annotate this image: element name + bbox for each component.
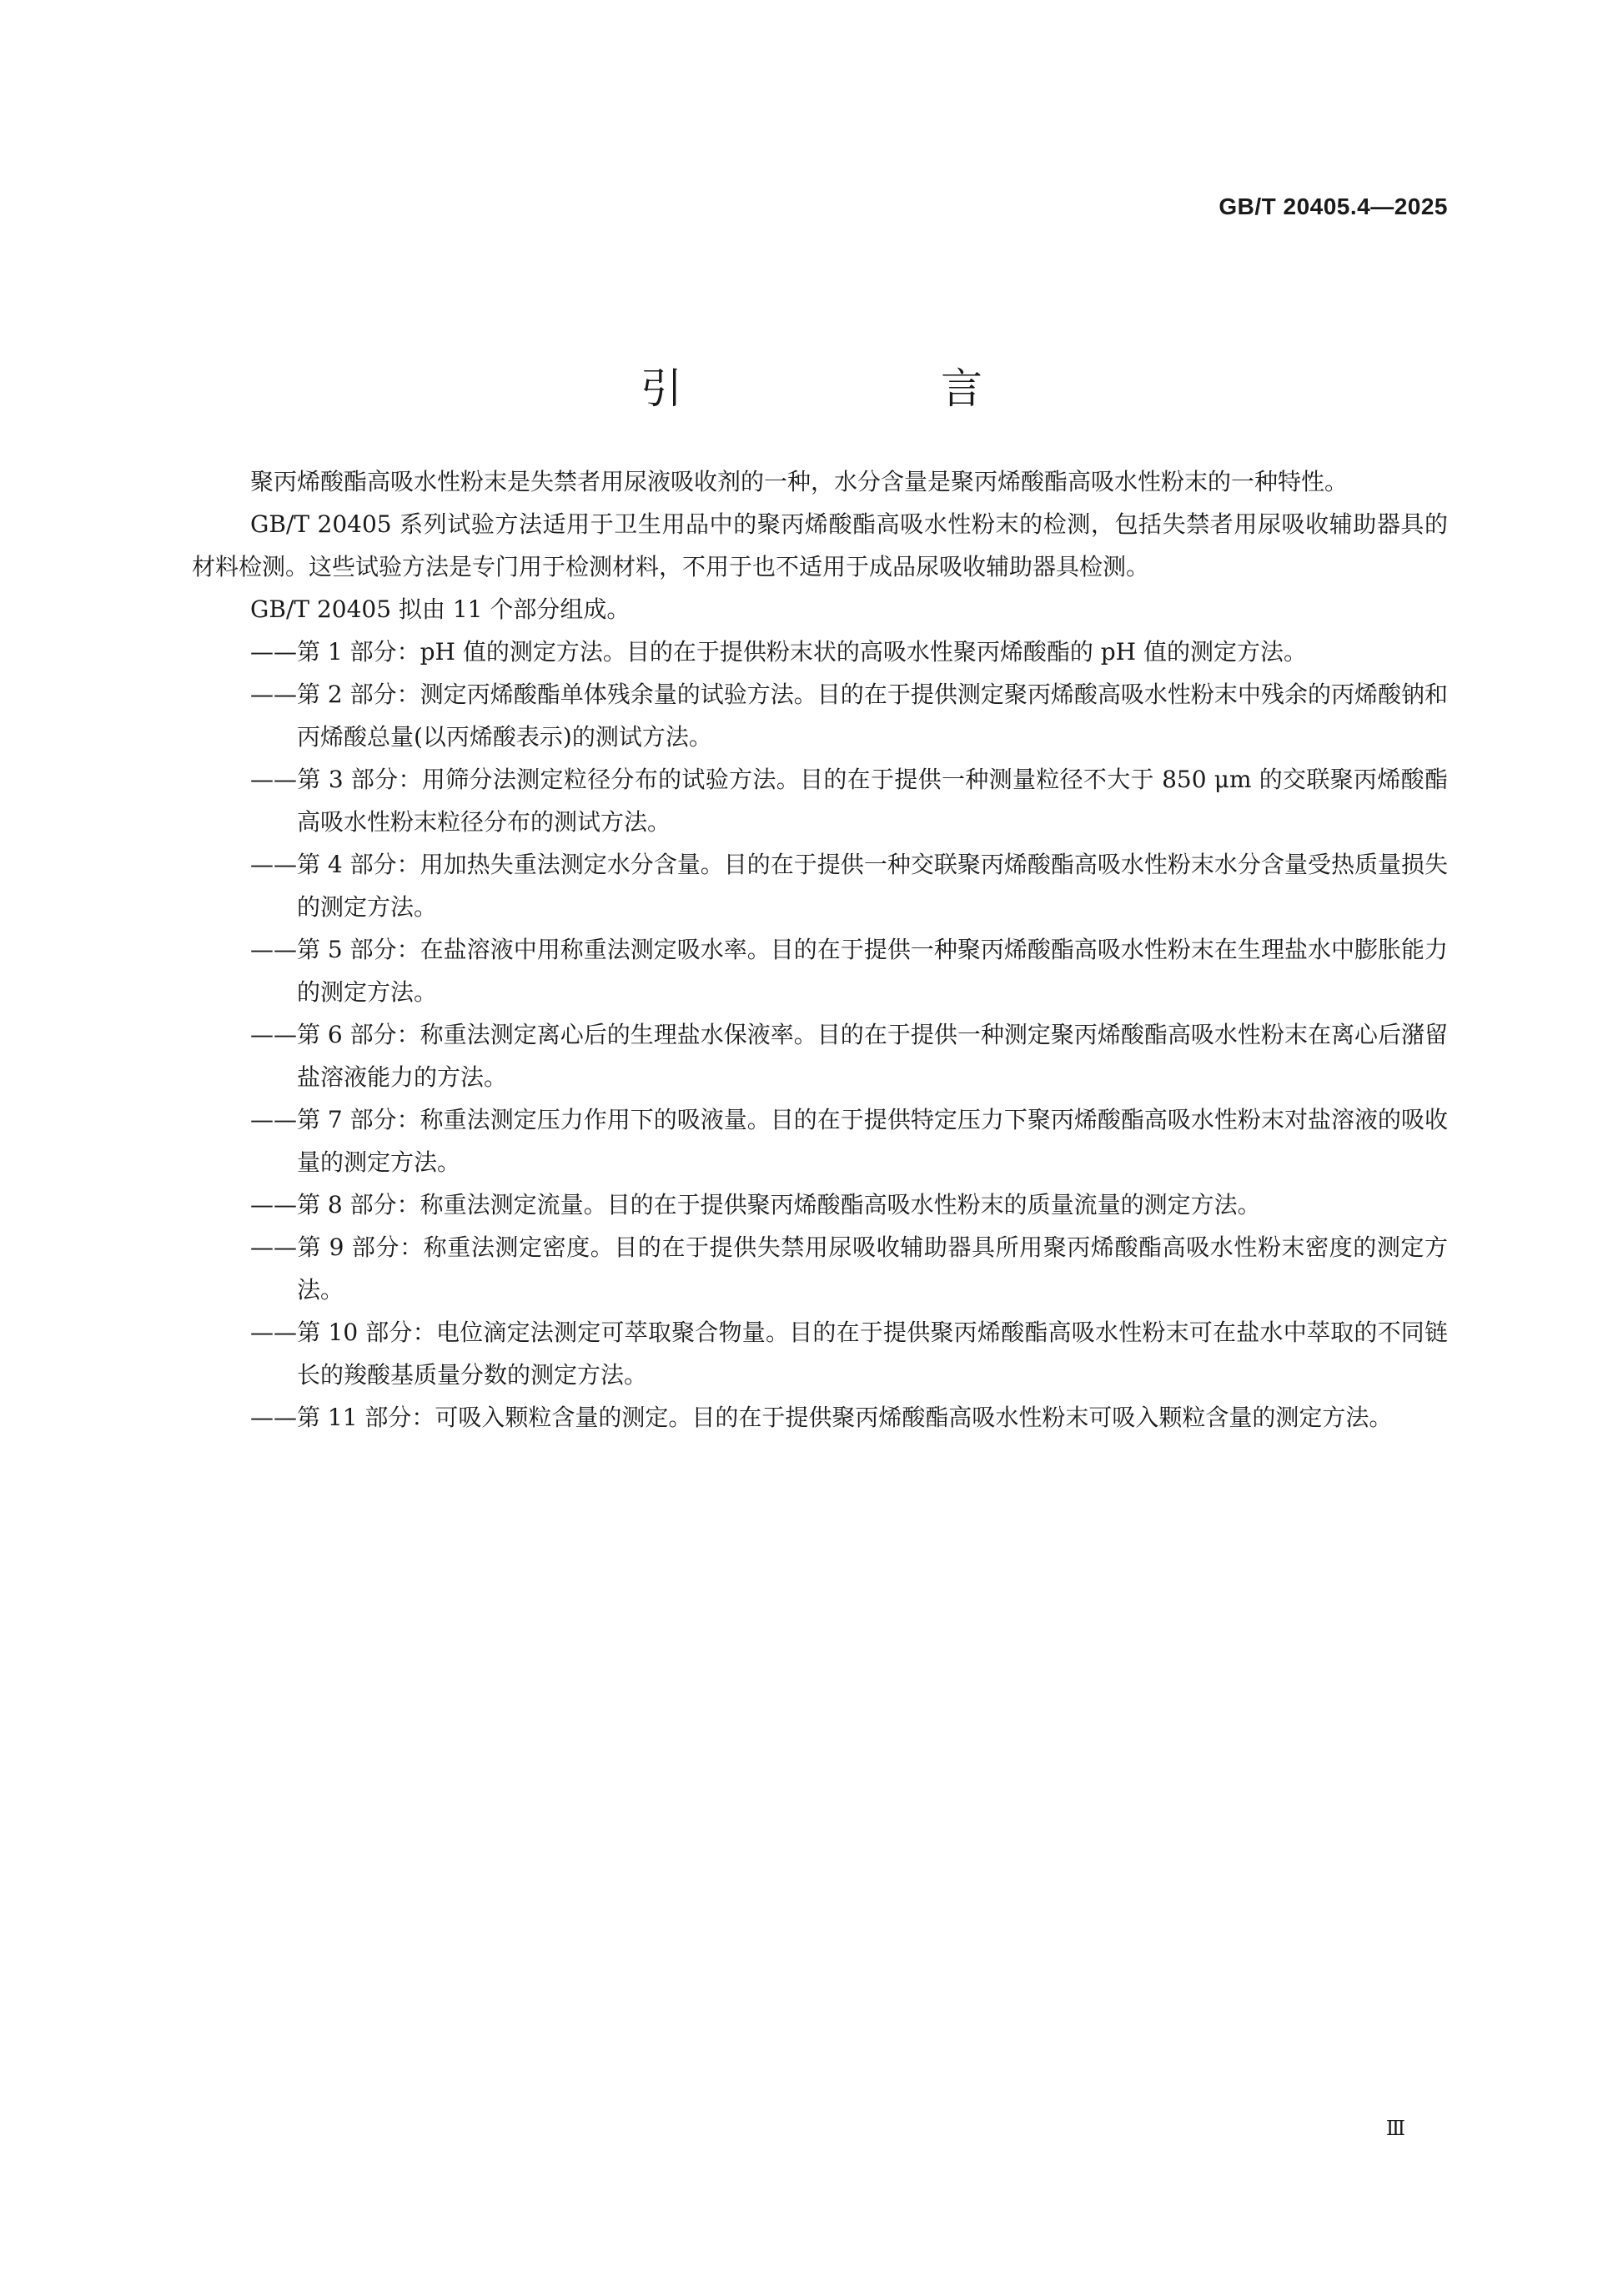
part-item-11: ——第 11 部分：可吸入颗粒含量的测定。目的在于提供聚丙烯酸酯高吸水性粉末可吸入颗粒含量的测定方法。 (250, 1404, 1393, 1431)
part-item-9: ——第 9 部分：称重法测定密度。目的在于提供失禁用尿吸收辅助器具所用聚丙烯酸酯高吸水性粉末密度的测定方法。 (250, 1233, 1448, 1304)
part-item-1: ——第 1 部分：pH 值的测定方法。目的在于提供粉末状的高吸水性聚丙烯酸酯的 pH 值的测定方法。 (250, 638, 1308, 666)
parts-overview-paragraph: GB/T 20405 拟由 11 个部分组成。 (250, 595, 631, 623)
intro-paragraph: 聚丙烯酸酯高吸水性粉末是失禁者用尿液吸收剂的一种，水分含量是聚丙烯酸酯高吸水性粉末的一种特性。 (250, 468, 1349, 495)
standard-code: GB/T 20405.4—2025 (1219, 193, 1448, 219)
introduction-body (192, 460, 1448, 1439)
part-item-8: ——第 8 部分：称重法测定流量。目的在于提供聚丙烯酸酯高吸水性粉末的质量流量的测定方法。 (250, 1191, 1261, 1218)
part-item-3: ——第 3 部分：用筛分法测定粒径分布的试验方法。目的在于提供一种测量粒径不大于 850 μm 的交联聚丙烯酸酯高吸水性粉末粒径分布的测试方法。 (250, 766, 1448, 836)
part-item-4: ——第 4 部分：用加热失重法测定水分含量。目的在于提供一种交联聚丙烯酸酯高吸水性粉末水分含量受热质量损失的测定方法。 (250, 851, 1448, 921)
scope-paragraph: GB/T 20405 系列试验方法适用于卫生用品中的聚丙烯酸酯高吸水性粉末的检测，包括失禁者用尿吸收辅助器具的材料检测。这些试验方法是专门用于检测材料，不用于也不适用于成品尿吸收辅助器具检测。 (192, 510, 1448, 580)
part-item-6: ——第 6 部分：称重法测定离心后的生理盐水保液率。目的在于提供一种测定聚丙烯酸酯高吸水性粉末在离心后潴留盐溶液能力的方法。 (250, 1021, 1448, 1091)
part-item-5: ——第 5 部分：在盐溶液中用称重法测定吸水率。目的在于提供一种聚丙烯酸酯高吸水性粉末在生理盐水中膨胀能力的测定方法。 (250, 936, 1448, 1006)
parts-list (192, 631, 1448, 1439)
page-number: Ⅲ (1385, 2117, 1404, 2140)
part-item-7: ——第 7 部分：称重法测定压力作用下的吸液量。目的在于提供特定压力下聚丙烯酸酯高吸水性粉末对盐溶液的吸收量的测定方法。 (250, 1106, 1448, 1176)
part-item-10: ——第 10 部分：电位滴定法测定可萃取聚合物量。目的在于提供聚丙烯酸酯高吸水性粉末可在盐水中萃取的不同链长的羧酸基质量分数的测定方法。 (250, 1319, 1448, 1389)
part-item-2: ——第 2 部分：测定丙烯酸酯单体残余量的试验方法。目的在于提供测定聚丙烯酸高吸水性粉末中残余的丙烯酸钠和丙烯酸总量(以丙烯酸表示)的测试方法。 (250, 681, 1448, 751)
page-title: 引 言 (641, 364, 1041, 413)
